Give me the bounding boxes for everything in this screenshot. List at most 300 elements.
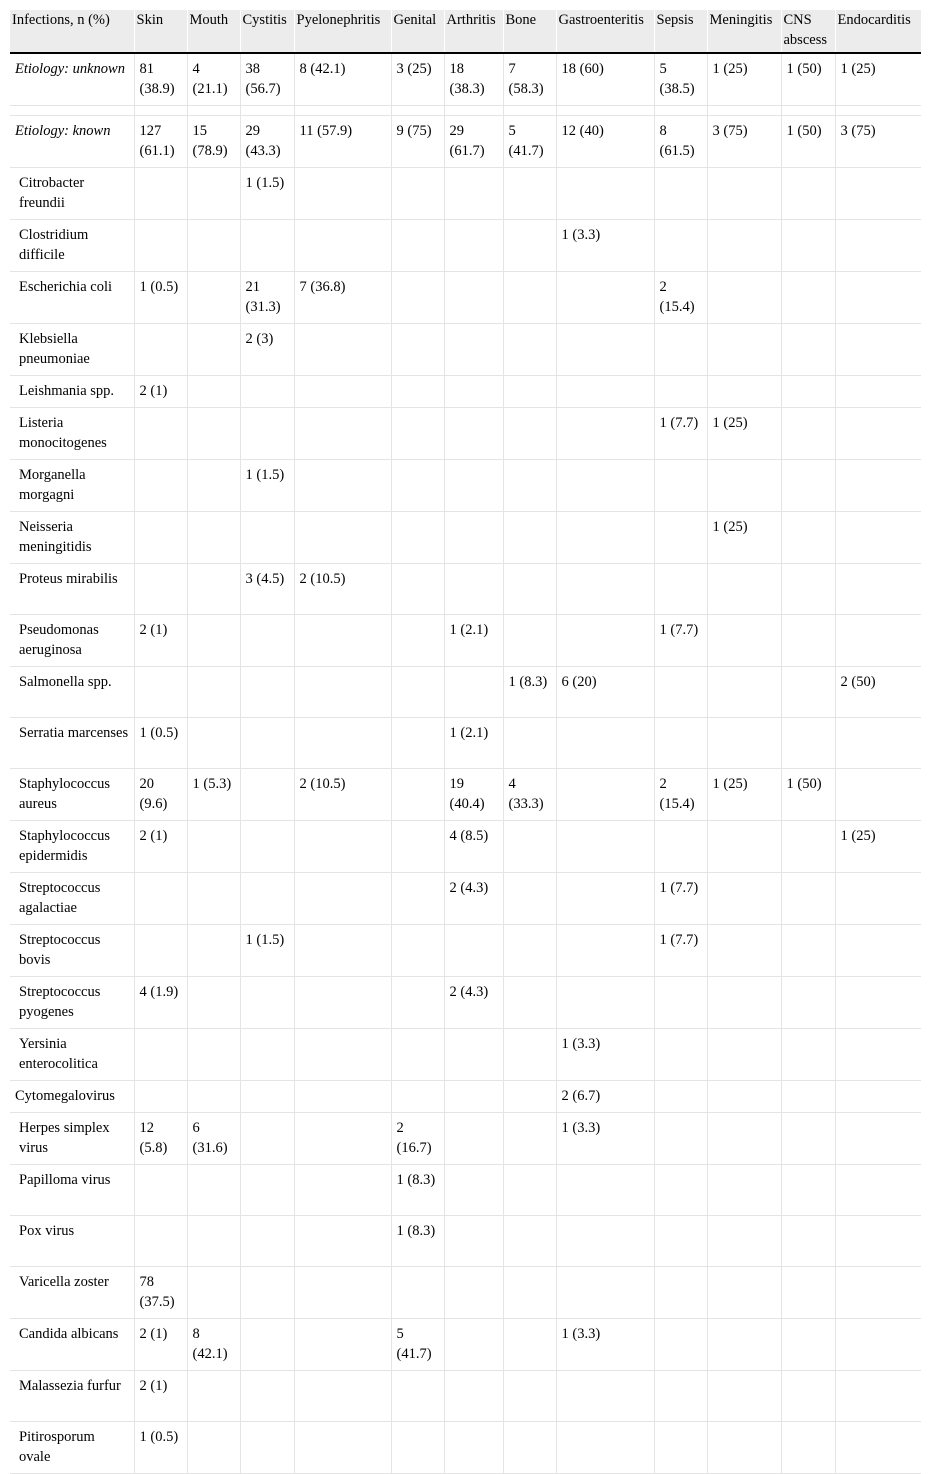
table-cell xyxy=(835,376,921,408)
table-cell: 29 (43.3) xyxy=(240,116,294,168)
table-row xyxy=(10,667,921,718)
table-cell xyxy=(556,1216,654,1267)
table-cell xyxy=(503,376,556,408)
row-label: Pseudomonas aeruginosa xyxy=(10,615,134,667)
table-cell xyxy=(294,1267,391,1319)
table-cell: 7 (36.8) xyxy=(294,272,391,324)
table-row xyxy=(10,1165,921,1216)
table-cell xyxy=(654,1165,707,1216)
table-cell: 8 (61.5) xyxy=(654,116,707,168)
table-cell xyxy=(707,667,781,718)
table-cell xyxy=(503,408,556,460)
table-cell: 1 (8.3) xyxy=(391,1216,444,1267)
column-header: Gastroenteritis xyxy=(556,10,654,53)
table-cell xyxy=(781,1113,835,1165)
table-cell xyxy=(835,408,921,460)
table-cell xyxy=(654,1081,707,1113)
table-cell xyxy=(391,718,444,769)
table-cell xyxy=(556,1371,654,1422)
table-cell xyxy=(707,376,781,408)
table-cell: 4 (33.3) xyxy=(503,769,556,821)
table-cell xyxy=(654,220,707,272)
table-cell xyxy=(391,408,444,460)
table-cell xyxy=(134,1081,187,1113)
column-header: Bone xyxy=(503,10,556,53)
table-cell xyxy=(781,1081,835,1113)
table-cell xyxy=(707,615,781,667)
table-row xyxy=(10,615,921,667)
row-label: Etiology: unknown xyxy=(10,53,134,106)
table-cell xyxy=(134,925,187,977)
table-cell xyxy=(707,1165,781,1216)
infections-table-container xyxy=(10,10,921,1474)
table-cell xyxy=(134,564,187,615)
table-cell: 78 (37.5) xyxy=(134,1267,187,1319)
table-cell xyxy=(444,512,503,564)
table-cell xyxy=(781,272,835,324)
table-cell xyxy=(707,168,781,220)
table-cell xyxy=(707,1081,781,1113)
table-row xyxy=(10,324,921,376)
row-label: Escherichia coli xyxy=(10,272,134,324)
table-cell xyxy=(240,1422,294,1474)
table-cell: 1 (3.3) xyxy=(556,1029,654,1081)
table-cell xyxy=(240,1029,294,1081)
table-cell xyxy=(781,667,835,718)
table-cell xyxy=(835,1216,921,1267)
table-cell xyxy=(781,324,835,376)
table-cell xyxy=(781,168,835,220)
table-cell: 1 (7.7) xyxy=(654,925,707,977)
table-cell xyxy=(134,512,187,564)
table-cell xyxy=(707,460,781,512)
table-cell: 38 (56.7) xyxy=(240,53,294,106)
table-row xyxy=(10,53,921,106)
table-cell xyxy=(134,1029,187,1081)
table-cell: 1 (7.7) xyxy=(654,873,707,925)
table-cell xyxy=(134,1165,187,1216)
row-label: Neisseria meningitidis xyxy=(10,512,134,564)
table-cell xyxy=(391,324,444,376)
spacer-cell xyxy=(781,106,835,116)
table-cell xyxy=(391,821,444,873)
table-cell xyxy=(835,1422,921,1474)
table-cell xyxy=(391,564,444,615)
table-cell xyxy=(503,512,556,564)
table-cell: 2 (1) xyxy=(134,376,187,408)
table-cell xyxy=(187,324,240,376)
table-row xyxy=(10,1029,921,1081)
spacer-row xyxy=(10,106,921,116)
table-cell xyxy=(444,376,503,408)
table-cell xyxy=(294,220,391,272)
table-cell: 1 (8.3) xyxy=(391,1165,444,1216)
table-cell xyxy=(654,1029,707,1081)
table-cell xyxy=(707,272,781,324)
row-label: Citrobacter freundii xyxy=(10,168,134,220)
table-cell xyxy=(134,168,187,220)
table-cell: 1 (25) xyxy=(835,821,921,873)
table-cell: 5 (41.7) xyxy=(391,1319,444,1371)
table-cell xyxy=(556,821,654,873)
table-cell xyxy=(444,1319,503,1371)
table-cell xyxy=(391,1081,444,1113)
table-cell xyxy=(781,220,835,272)
row-label: Streptococcus bovis xyxy=(10,925,134,977)
table-cell xyxy=(503,220,556,272)
table-row xyxy=(10,376,921,408)
table-row xyxy=(10,977,921,1029)
table-cell: 1 (2.1) xyxy=(444,718,503,769)
table-cell xyxy=(707,220,781,272)
table-cell: 1 (25) xyxy=(707,53,781,106)
table-cell xyxy=(294,718,391,769)
table-cell xyxy=(391,873,444,925)
table-cell xyxy=(294,460,391,512)
table-cell xyxy=(294,977,391,1029)
spacer-cell xyxy=(654,106,707,116)
table-cell: 4 (21.1) xyxy=(187,53,240,106)
table-cell xyxy=(781,1422,835,1474)
table-cell xyxy=(835,1267,921,1319)
table-cell: 1 (1.5) xyxy=(240,168,294,220)
table-cell xyxy=(187,564,240,615)
table-cell: 6 (31.6) xyxy=(187,1113,240,1165)
table-cell xyxy=(835,615,921,667)
table-cell: 1 (3.3) xyxy=(556,1113,654,1165)
table-cell xyxy=(556,564,654,615)
table-cell xyxy=(187,512,240,564)
table-cell xyxy=(503,324,556,376)
table-cell xyxy=(835,1371,921,1422)
table-cell xyxy=(654,1422,707,1474)
table-cell xyxy=(556,977,654,1029)
table-cell xyxy=(240,1216,294,1267)
table-row xyxy=(10,1319,921,1371)
table-cell: 1 (50) xyxy=(781,769,835,821)
table-cell: 18 (60) xyxy=(556,53,654,106)
table-cell xyxy=(654,168,707,220)
table-cell xyxy=(294,667,391,718)
column-header: Sepsis xyxy=(654,10,707,53)
table-cell: 1 (50) xyxy=(781,116,835,168)
table-cell xyxy=(707,821,781,873)
table-cell xyxy=(556,512,654,564)
spacer-cell xyxy=(835,106,921,116)
table-cell: 1 (1.5) xyxy=(240,925,294,977)
table-cell xyxy=(707,1029,781,1081)
table-cell xyxy=(444,1081,503,1113)
table-cell xyxy=(294,1165,391,1216)
table-cell xyxy=(391,1371,444,1422)
table-row xyxy=(10,408,921,460)
column-header: CNS abscess xyxy=(781,10,835,53)
table-cell: 8 (42.1) xyxy=(187,1319,240,1371)
table-cell xyxy=(187,1216,240,1267)
table-cell xyxy=(654,460,707,512)
spacer-cell xyxy=(187,106,240,116)
row-label: Clostridium difficile xyxy=(10,220,134,272)
table-cell: 127 (61.1) xyxy=(134,116,187,168)
table-cell: 2 (6.7) xyxy=(556,1081,654,1113)
table-cell xyxy=(835,977,921,1029)
row-label: Candida albicans xyxy=(10,1319,134,1371)
table-cell xyxy=(707,1216,781,1267)
table-cell: 1 (25) xyxy=(707,408,781,460)
table-cell xyxy=(707,1113,781,1165)
table-cell xyxy=(503,925,556,977)
table-cell xyxy=(707,564,781,615)
table-cell xyxy=(391,1422,444,1474)
row-label: Etiology: known xyxy=(10,116,134,168)
table-cell xyxy=(503,1029,556,1081)
table-cell: 2 (1) xyxy=(134,615,187,667)
table-row xyxy=(10,718,921,769)
table-row xyxy=(10,272,921,324)
table-cell xyxy=(294,821,391,873)
spacer-cell xyxy=(556,106,654,116)
table-cell xyxy=(503,1422,556,1474)
spacer-cell xyxy=(134,106,187,116)
table-cell xyxy=(187,925,240,977)
table-cell xyxy=(240,615,294,667)
table-cell: 18 (38.3) xyxy=(444,53,503,106)
table-cell xyxy=(556,324,654,376)
spacer-cell xyxy=(294,106,391,116)
table-cell xyxy=(503,272,556,324)
table-cell xyxy=(294,1216,391,1267)
table-cell xyxy=(391,168,444,220)
table-cell xyxy=(391,769,444,821)
row-label: Varicella zoster xyxy=(10,1267,134,1319)
table-cell: 1 (25) xyxy=(835,53,921,106)
table-cell: 1 (3.3) xyxy=(556,220,654,272)
table-cell xyxy=(294,925,391,977)
table-cell: 81 (38.9) xyxy=(134,53,187,106)
table-cell: 2 (50) xyxy=(835,667,921,718)
table-cell xyxy=(781,460,835,512)
table-row xyxy=(10,821,921,873)
table-cell xyxy=(187,1371,240,1422)
table-cell xyxy=(391,272,444,324)
table-cell xyxy=(707,324,781,376)
table-cell xyxy=(654,977,707,1029)
table-cell xyxy=(187,615,240,667)
table-cell xyxy=(707,873,781,925)
table-cell xyxy=(134,1216,187,1267)
table-cell xyxy=(654,376,707,408)
table-cell xyxy=(556,460,654,512)
table-cell xyxy=(240,977,294,1029)
table-cell xyxy=(835,873,921,925)
table-cell xyxy=(187,1267,240,1319)
table-cell xyxy=(707,1267,781,1319)
table-cell xyxy=(294,1081,391,1113)
table-cell xyxy=(654,512,707,564)
table-cell xyxy=(781,376,835,408)
table-cell xyxy=(240,1371,294,1422)
table-cell xyxy=(444,1113,503,1165)
row-label: Yersinia enterocolitica xyxy=(10,1029,134,1081)
table-cell xyxy=(240,821,294,873)
table-cell: 1 (8.3) xyxy=(503,667,556,718)
table-cell xyxy=(781,408,835,460)
table-cell: 4 (8.5) xyxy=(444,821,503,873)
table-cell xyxy=(654,1267,707,1319)
table-cell xyxy=(556,1422,654,1474)
table-cell xyxy=(556,718,654,769)
table-row xyxy=(10,564,921,615)
column-header: Arthritis xyxy=(444,10,503,53)
table-cell xyxy=(835,564,921,615)
row-label: Morganella morgagni xyxy=(10,460,134,512)
table-cell xyxy=(503,1081,556,1113)
table-cell xyxy=(294,873,391,925)
table-cell xyxy=(781,615,835,667)
table-cell xyxy=(134,460,187,512)
table-cell xyxy=(781,512,835,564)
table-cell xyxy=(556,1267,654,1319)
table-cell xyxy=(187,667,240,718)
table-cell xyxy=(240,408,294,460)
table-cell xyxy=(444,667,503,718)
table-cell: 20 (9.6) xyxy=(134,769,187,821)
table-cell xyxy=(503,977,556,1029)
column-header: Meningitis xyxy=(707,10,781,53)
table-cell: 9 (75) xyxy=(391,116,444,168)
table-cell xyxy=(444,1422,503,1474)
table-cell xyxy=(556,272,654,324)
table-cell xyxy=(781,1319,835,1371)
table-cell xyxy=(503,1371,556,1422)
table-cell xyxy=(556,615,654,667)
table-cell xyxy=(781,718,835,769)
table-cell: 2 (15.4) xyxy=(654,769,707,821)
table-cell xyxy=(187,220,240,272)
table-cell xyxy=(781,873,835,925)
column-header: Mouth xyxy=(187,10,240,53)
table-cell xyxy=(503,1319,556,1371)
column-header: Infections, n (%) xyxy=(10,10,134,53)
table-cell xyxy=(187,873,240,925)
table-cell xyxy=(835,1319,921,1371)
table-cell xyxy=(781,564,835,615)
row-label: Listeria monocitogenes xyxy=(10,408,134,460)
table-cell xyxy=(444,168,503,220)
table-cell xyxy=(835,718,921,769)
row-label: Herpes simplex virus xyxy=(10,1113,134,1165)
table-cell xyxy=(503,1113,556,1165)
table-cell xyxy=(444,1267,503,1319)
table-cell xyxy=(240,1267,294,1319)
table-cell xyxy=(444,1216,503,1267)
table-cell xyxy=(294,1422,391,1474)
table-cell: 5 (41.7) xyxy=(503,116,556,168)
table-cell xyxy=(781,1165,835,1216)
table-cell xyxy=(240,1165,294,1216)
table-cell: 8 (42.1) xyxy=(294,53,391,106)
table-cell xyxy=(654,1319,707,1371)
table-cell xyxy=(187,1081,240,1113)
table-cell xyxy=(503,615,556,667)
header-row xyxy=(10,10,921,53)
table-cell xyxy=(654,324,707,376)
table-row xyxy=(10,220,921,272)
table-cell xyxy=(781,977,835,1029)
table-cell xyxy=(835,769,921,821)
table-cell xyxy=(294,408,391,460)
table-cell xyxy=(391,977,444,1029)
table-cell xyxy=(240,512,294,564)
table-cell xyxy=(134,667,187,718)
table-cell xyxy=(240,1081,294,1113)
table-cell xyxy=(835,460,921,512)
table-cell: 2 (10.5) xyxy=(294,564,391,615)
table-cell xyxy=(444,272,503,324)
table-cell xyxy=(556,376,654,408)
table-cell xyxy=(556,1165,654,1216)
table-cell: 2 (16.7) xyxy=(391,1113,444,1165)
table-cell xyxy=(835,220,921,272)
row-label: Proteus mirabilis xyxy=(10,564,134,615)
table-cell xyxy=(556,873,654,925)
table-row xyxy=(10,1216,921,1267)
table-cell xyxy=(835,1165,921,1216)
table-cell xyxy=(187,718,240,769)
column-header: Cystitis xyxy=(240,10,294,53)
spacer-cell xyxy=(503,106,556,116)
table-cell xyxy=(444,925,503,977)
table-row xyxy=(10,873,921,925)
table-cell: 1 (1.5) xyxy=(240,460,294,512)
table-cell xyxy=(134,873,187,925)
row-label: Staphylococcus epidermidis xyxy=(10,821,134,873)
table-cell xyxy=(187,408,240,460)
table-cell: 1 (0.5) xyxy=(134,718,187,769)
table-cell xyxy=(654,1371,707,1422)
table-cell xyxy=(781,925,835,977)
table-cell xyxy=(391,220,444,272)
table-cell xyxy=(654,1216,707,1267)
table-cell xyxy=(654,821,707,873)
table-cell xyxy=(835,925,921,977)
table-cell xyxy=(707,1319,781,1371)
table-cell xyxy=(707,718,781,769)
spacer-cell xyxy=(707,106,781,116)
table-cell: 1 (0.5) xyxy=(134,1422,187,1474)
row-label: Malassezia furfur xyxy=(10,1371,134,1422)
table-cell xyxy=(444,408,503,460)
table-cell: 21 (31.3) xyxy=(240,272,294,324)
table-cell xyxy=(391,1029,444,1081)
table-cell xyxy=(134,408,187,460)
table-cell: 19 (40.4) xyxy=(444,769,503,821)
table-cell: 2 (15.4) xyxy=(654,272,707,324)
row-label: Klebsiella pneumoniae xyxy=(10,324,134,376)
table-cell: 1 (7.7) xyxy=(654,408,707,460)
table-cell: 1 (7.7) xyxy=(654,615,707,667)
column-header: Skin xyxy=(134,10,187,53)
table-cell xyxy=(781,1216,835,1267)
table-cell xyxy=(391,1267,444,1319)
table-cell xyxy=(556,408,654,460)
table-cell xyxy=(240,1113,294,1165)
table-cell: 1 (25) xyxy=(707,769,781,821)
table-cell: 12 (5.8) xyxy=(134,1113,187,1165)
table-row xyxy=(10,512,921,564)
table-cell xyxy=(240,1319,294,1371)
table-cell: 3 (4.5) xyxy=(240,564,294,615)
